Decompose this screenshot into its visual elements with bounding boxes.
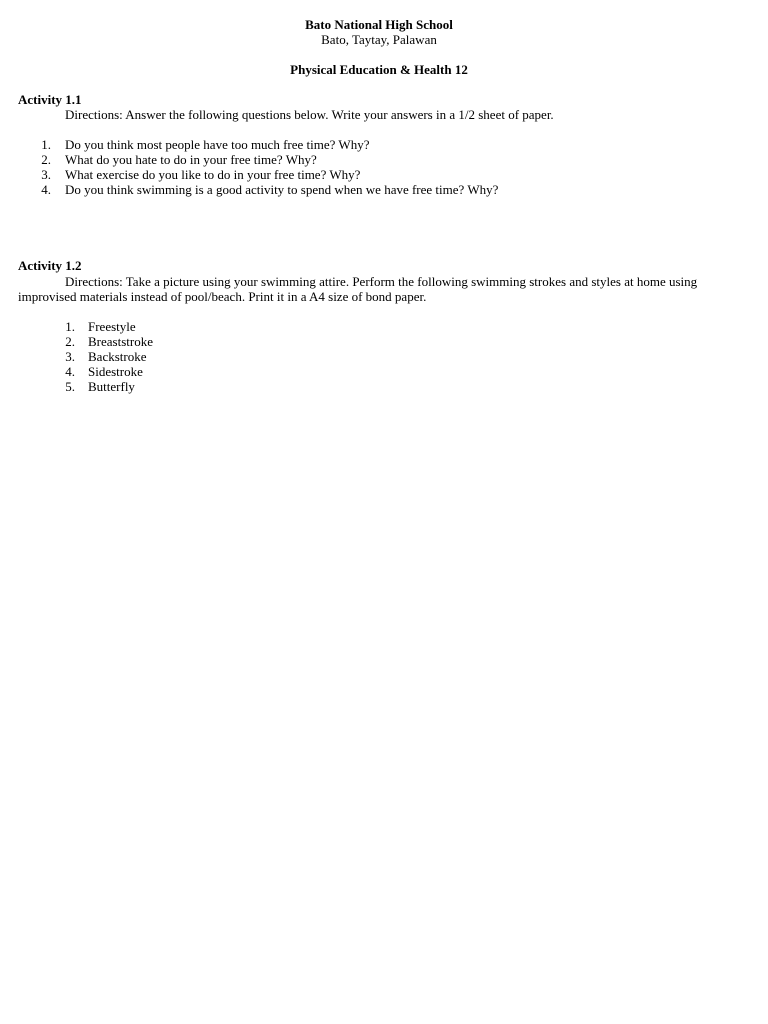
stroke-name: Backstroke xyxy=(88,349,147,364)
question-number: 2. xyxy=(41,152,51,167)
question-number: 1. xyxy=(41,137,51,152)
stroke-name: Butterfly xyxy=(88,379,135,394)
stroke-number: 3. xyxy=(65,349,75,364)
stroke-number: 2. xyxy=(65,334,75,349)
activity-1-2-directions: Directions: Take a picture using your swimming attire. Perform the following swimming strokes and styles at home using improvised materials instead of pool/beach. Print it in a A4 size of bond paper. xyxy=(18,274,698,304)
school-address: Bato, Taytay, Palawan xyxy=(321,32,437,47)
stroke-number: 5. xyxy=(65,379,75,394)
stroke-name: Breaststroke xyxy=(88,334,153,349)
question-text: Do you think swimming is a good activity to spend when we have free time? Why? xyxy=(65,182,499,197)
question-text: Do you think most people have too much free time? Why? xyxy=(65,137,370,152)
stroke-name: Sidestroke xyxy=(88,364,143,379)
stroke-number: 4. xyxy=(65,364,75,379)
subject-title: Physical Education & Health 12 xyxy=(290,62,468,77)
activity-1-2-heading: Activity 1.2 xyxy=(18,258,82,273)
question-text: What do you hate to do in your free time? Why? xyxy=(65,152,317,167)
school-name: Bato National High School xyxy=(305,17,453,32)
activity-1-1-heading: Activity 1.1 xyxy=(18,92,82,107)
stroke-number: 1. xyxy=(65,319,75,334)
question-number: 3. xyxy=(41,167,51,182)
question-text: What exercise do you like to do in your free time? Why? xyxy=(65,167,361,182)
question-number: 4. xyxy=(41,182,51,197)
activity-1-1-directions: Directions: Answer the following questions below. Write your answers in a 1/2 sheet of paper. xyxy=(65,107,554,122)
stroke-name: Freestyle xyxy=(88,319,136,334)
